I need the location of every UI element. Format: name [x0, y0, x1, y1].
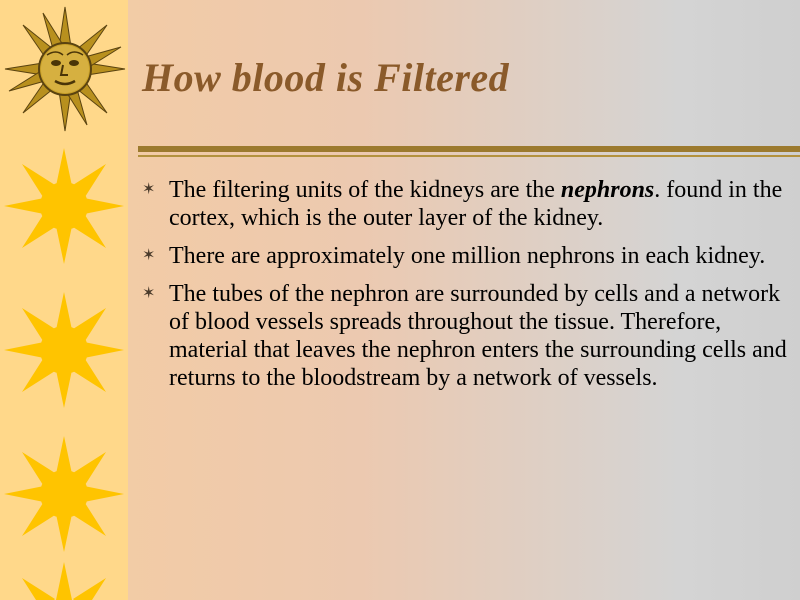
sun-icon: [2, 146, 126, 266]
slide-title: How blood is Filtered: [142, 55, 510, 100]
title-divider: [138, 146, 800, 152]
sun-icon: [2, 290, 126, 410]
bullet-item: [142, 242, 792, 270]
sun-face-icon: [4, 6, 126, 132]
bullet-item: [142, 176, 792, 232]
six-point-star-icon: ✶: [142, 247, 156, 264]
six-point-star-icon: ✶: [142, 285, 156, 302]
title-divider-thin: [138, 155, 800, 157]
bullet-text: The tubes of the nephron are surrounded by cells and a network of blood vessels spreads throughout the tissue. Therefore, material that leaves the nephron enters the surrounding cells and returns to the bloodstream by a network of vessels.: [169, 281, 787, 391]
six-point-star-icon: ✶: [142, 181, 156, 198]
bullet-text: There are approximately one million nephrons in each kidney.: [169, 243, 766, 269]
bullet-text: The filtering units of the kidneys are the nephrons. found in the cortex, which is the outer layer of the kidney.: [169, 177, 783, 231]
decorative-sidebar: [0, 0, 128, 600]
sun-icon: [2, 560, 126, 600]
emphasized-term: nephrons: [560, 177, 655, 203]
bullet-item: [142, 280, 792, 392]
sun-icon: [2, 434, 126, 554]
bullet-list: [142, 176, 792, 402]
